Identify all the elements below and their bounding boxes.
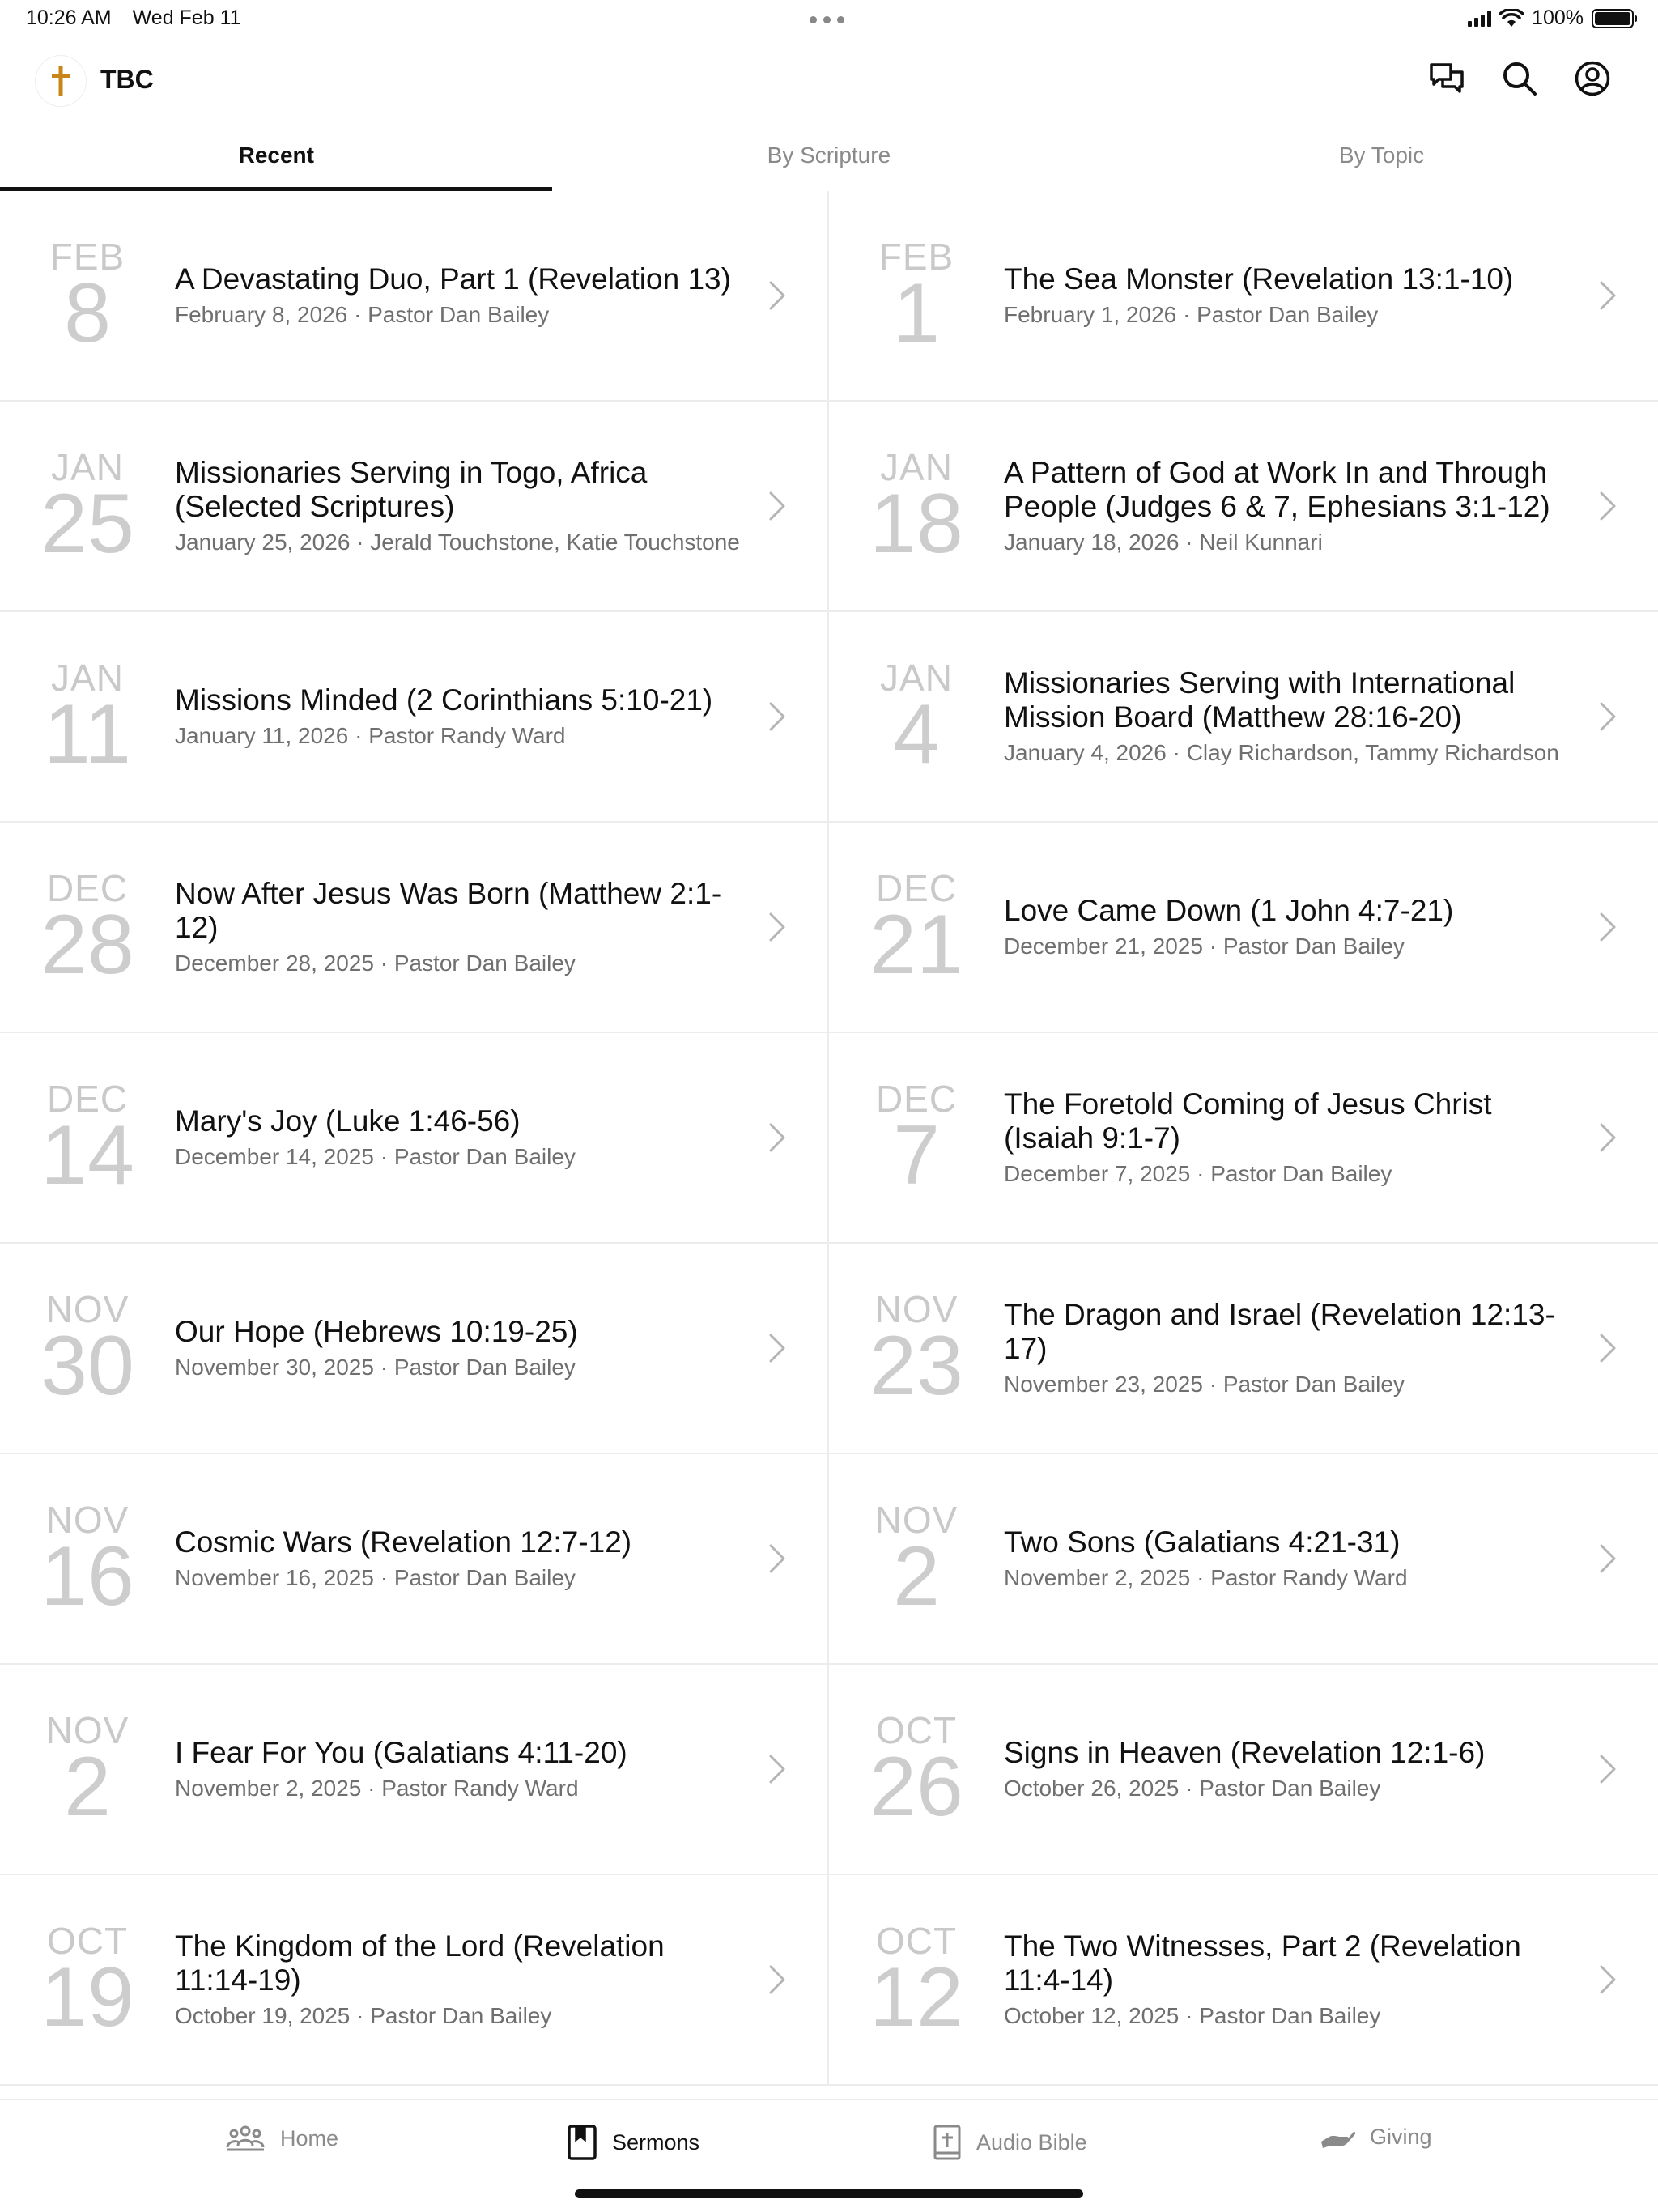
sermon-day: 2 bbox=[64, 1740, 111, 1834]
giving-hand-icon bbox=[1320, 2125, 1355, 2150]
sermon-row[interactable] bbox=[829, 1665, 1658, 1875]
chevron-right-icon bbox=[1598, 1963, 1618, 1996]
sermon-row[interactable] bbox=[829, 1875, 1658, 2086]
sermon-meta: October 12, 2025 · Pastor Dan Bailey bbox=[1004, 2003, 1381, 2028]
sermon-month: DEC bbox=[46, 867, 129, 909]
sermon-title: The Two Witnesses, Part 2 (Revelation 11:4-14) bbox=[1004, 1929, 1521, 1997]
tabbar-sermons[interactable] bbox=[567, 2125, 699, 2160]
bookmark-book-icon bbox=[567, 2125, 597, 2160]
chevron-right-icon bbox=[767, 1121, 787, 1154]
app-header bbox=[0, 49, 1658, 110]
sermon-meta: February 1, 2026 · Pastor Dan Bailey bbox=[1004, 302, 1379, 327]
sermon-meta: January 25, 2026 · Jerald Touchstone, Katie Touchstone bbox=[175, 530, 740, 555]
sermon-month: JAN bbox=[880, 657, 953, 699]
cross-icon[interactable] bbox=[36, 56, 86, 106]
sermon-row[interactable] bbox=[0, 1244, 829, 1454]
chevron-right-icon bbox=[1598, 700, 1618, 733]
sermon-meta: October 26, 2025 · Pastor Dan Bailey bbox=[1004, 1776, 1381, 1801]
tabbar-giving-label: Giving bbox=[1370, 2125, 1432, 2149]
tabbar-giving[interactable] bbox=[1320, 2125, 1432, 2150]
sermon-day: 23 bbox=[869, 1319, 963, 1413]
sermon-date bbox=[0, 1288, 175, 1413]
sermon-day: 28 bbox=[40, 898, 134, 992]
sermon-meta: February 8, 2026 · Pastor Dan Bailey bbox=[175, 302, 550, 327]
chevron-right-icon bbox=[767, 490, 787, 522]
sermon-title: The Dragon and Israel (Revelation 12:13-17) bbox=[1004, 1298, 1555, 1365]
sermon-title: A Devastating Duo, Part 1 (Revelation 13) bbox=[175, 262, 731, 296]
sermon-day: 11 bbox=[44, 687, 131, 781]
battery-percent: 100% bbox=[1532, 6, 1584, 29]
chevron-right-icon bbox=[767, 1332, 787, 1364]
sermon-meta: December 7, 2025 · Pastor Dan Bailey bbox=[1004, 1161, 1392, 1186]
sermon-meta: November 23, 2025 · Pastor Dan Bailey bbox=[1004, 1372, 1405, 1397]
chevron-right-icon bbox=[1598, 1121, 1618, 1154]
sermon-row[interactable] bbox=[0, 1665, 829, 1875]
sermon-month: FEB bbox=[878, 236, 954, 278]
sermon-meta: January 11, 2026 · Pastor Randy Ward bbox=[175, 723, 566, 748]
sermon-meta: November 2, 2025 · Pastor Randy Ward bbox=[1004, 1565, 1408, 1590]
sermon-title: Our Hope (Hebrews 10:19-25) bbox=[175, 1315, 578, 1348]
sermon-date bbox=[829, 1920, 1004, 2044]
sermon-row[interactable] bbox=[829, 1244, 1658, 1454]
sermon-row[interactable] bbox=[0, 1033, 829, 1244]
sermon-row[interactable] bbox=[0, 612, 829, 823]
sermon-day: 7 bbox=[893, 1108, 940, 1202]
sermon-day: 21 bbox=[869, 898, 963, 992]
sermon-meta: December 21, 2025 · Pastor Dan Bailey bbox=[1004, 934, 1405, 959]
sermon-month: NOV bbox=[45, 1709, 130, 1751]
sermon-month: OCT bbox=[875, 1920, 958, 1962]
sermon-title: A Pattern of God at Work In and Through People (Judges 6 & 7, Ephesians 3:1-12) bbox=[1004, 456, 1550, 523]
sermon-date bbox=[0, 446, 175, 571]
sermon-title: Two Sons (Galatians 4:21-31) bbox=[1004, 1525, 1401, 1559]
sermon-title: Missionaries Serving in Togo, Africa (Selected Scriptures) bbox=[175, 456, 648, 523]
chevron-right-icon bbox=[767, 1753, 787, 1785]
status-time: 10:26 AM bbox=[26, 6, 112, 29]
sermon-date bbox=[0, 1709, 175, 1834]
status-date: Wed Feb 11 bbox=[132, 6, 241, 29]
search-icon[interactable] bbox=[1499, 58, 1540, 99]
sermon-title: Signs in Heaven (Revelation 12:1-6) bbox=[1004, 1736, 1486, 1769]
account-icon[interactable] bbox=[1572, 58, 1613, 99]
segment-tabs bbox=[0, 130, 1658, 191]
sermon-date bbox=[829, 1078, 1004, 1202]
sermon-title: The Sea Monster (Revelation 13:1-10) bbox=[1004, 262, 1514, 296]
chevron-right-icon bbox=[1598, 911, 1618, 943]
app-title: TBC bbox=[100, 65, 154, 94]
sermon-month: DEC bbox=[46, 1078, 129, 1120]
sermon-month: NOV bbox=[45, 1288, 130, 1330]
wifi-icon bbox=[1499, 9, 1524, 28]
sermon-day: 16 bbox=[40, 1529, 134, 1623]
sermon-day: 2 bbox=[893, 1529, 940, 1623]
sermon-title: I Fear For You (Galatians 4:11-20) bbox=[175, 1736, 627, 1769]
sermon-row[interactable] bbox=[0, 1875, 829, 2086]
sermon-date bbox=[829, 1709, 1004, 1834]
sermon-row[interactable] bbox=[829, 1033, 1658, 1244]
cellular-signal-icon bbox=[1468, 11, 1491, 27]
sermon-date bbox=[0, 657, 175, 781]
sermon-month: JAN bbox=[51, 446, 124, 488]
sermon-day: 12 bbox=[869, 1950, 963, 2044]
chevron-right-icon bbox=[767, 1963, 787, 1996]
sermon-meta: November 30, 2025 · Pastor Dan Bailey bbox=[175, 1355, 576, 1380]
sermon-date bbox=[829, 446, 1004, 571]
chevron-right-icon bbox=[1598, 1542, 1618, 1575]
sermon-date bbox=[0, 1920, 175, 2044]
sermon-title: Missions Minded (2 Corinthians 5:10-21) bbox=[175, 683, 713, 717]
sermon-row[interactable] bbox=[0, 1454, 829, 1665]
sermon-date bbox=[829, 1288, 1004, 1413]
sermon-date bbox=[0, 236, 175, 360]
sermon-title: The Kingdom of the Lord (Revelation 11:14-19) bbox=[175, 1929, 665, 1997]
sermon-row[interactable] bbox=[829, 402, 1658, 612]
sermon-day: 14 bbox=[40, 1108, 134, 1202]
status-bar bbox=[0, 0, 1658, 39]
chevron-right-icon bbox=[767, 279, 787, 312]
chevron-right-icon bbox=[1598, 1753, 1618, 1785]
sermon-day: 19 bbox=[40, 1950, 134, 2044]
sermon-meta: November 2, 2025 · Pastor Randy Ward bbox=[175, 1776, 579, 1801]
sermon-day: 18 bbox=[869, 477, 963, 571]
sermon-date bbox=[829, 657, 1004, 781]
sermon-meta: November 16, 2025 · Pastor Dan Bailey bbox=[175, 1565, 576, 1590]
sermon-day: 25 bbox=[40, 477, 134, 571]
sermon-row[interactable] bbox=[0, 823, 829, 1033]
sermon-date bbox=[0, 867, 175, 992]
sermon-month: DEC bbox=[875, 1078, 958, 1120]
chevron-right-icon bbox=[767, 1542, 787, 1575]
sermon-day: 1 bbox=[893, 266, 940, 360]
sermon-day: 4 bbox=[893, 687, 940, 781]
sermon-month: NOV bbox=[874, 1288, 959, 1330]
sermon-title: Now After Jesus Was Born (Matthew 2:1-12) bbox=[175, 877, 722, 944]
sermon-list[interactable] bbox=[0, 191, 1658, 2099]
sermon-month: NOV bbox=[45, 1499, 130, 1541]
sermon-month: NOV bbox=[874, 1499, 959, 1541]
tab-recent[interactable]: Recent bbox=[0, 130, 553, 191]
sermon-meta: December 28, 2025 · Pastor Dan Bailey bbox=[175, 951, 576, 976]
sermon-row[interactable] bbox=[829, 823, 1658, 1033]
tabbar-sermons-label: Sermons bbox=[612, 2129, 700, 2155]
sermon-row[interactable] bbox=[0, 191, 829, 402]
battery-icon bbox=[1592, 9, 1634, 28]
sermon-meta: October 19, 2025 · Pastor Dan Bailey bbox=[175, 2003, 552, 2028]
sermon-day: 30 bbox=[40, 1319, 134, 1413]
sermon-month: DEC bbox=[875, 867, 958, 909]
sermon-title: Missionaries Serving with International Mission Board (Matthew 28:16-20) bbox=[1004, 666, 1516, 734]
sermon-row[interactable] bbox=[0, 402, 829, 612]
tabbar-home[interactable] bbox=[225, 2125, 338, 2152]
sermon-date bbox=[829, 867, 1004, 992]
chevron-right-icon bbox=[1598, 490, 1618, 522]
people-icon bbox=[225, 2125, 266, 2152]
sermon-date bbox=[829, 1499, 1004, 1623]
sermon-title: Cosmic Wars (Revelation 12:7-12) bbox=[175, 1525, 632, 1559]
sermon-row[interactable] bbox=[829, 191, 1658, 402]
home-indicator[interactable] bbox=[575, 2189, 1083, 2198]
sermon-month: JAN bbox=[880, 446, 953, 488]
tabbar-audio-bible[interactable] bbox=[933, 2125, 1087, 2160]
sermon-title: Love Came Down (1 John 4:7-21) bbox=[1004, 894, 1454, 927]
sermon-month: JAN bbox=[51, 657, 124, 699]
sermon-day: 8 bbox=[64, 266, 111, 360]
sermon-meta: December 14, 2025 · Pastor Dan Bailey bbox=[175, 1144, 576, 1169]
sermon-month: OCT bbox=[875, 1709, 958, 1751]
sermon-date bbox=[0, 1499, 175, 1623]
chevron-right-icon bbox=[767, 700, 787, 733]
tab-by-scripture[interactable]: By Scripture bbox=[767, 143, 891, 168]
sermon-row[interactable] bbox=[829, 1454, 1658, 1665]
sermon-meta: January 4, 2026 · Clay Richardson, Tammy Richardson bbox=[1004, 740, 1559, 765]
sermon-day: 26 bbox=[869, 1740, 963, 1834]
sermon-title: The Foretold Coming of Jesus Christ (Isaiah 9:1-7) bbox=[1004, 1087, 1492, 1155]
bible-icon bbox=[933, 2125, 962, 2160]
sermon-date bbox=[829, 236, 1004, 360]
chevron-right-icon bbox=[1598, 279, 1618, 312]
tabbar-audio-bible-label: Audio Bible bbox=[976, 2129, 1087, 2155]
sermon-month: FEB bbox=[49, 236, 125, 278]
sermon-meta: January 18, 2026 · Neil Kunnari bbox=[1004, 530, 1323, 555]
multitasking-dots-icon[interactable] bbox=[810, 16, 844, 23]
chevron-right-icon bbox=[767, 911, 787, 943]
sermon-date bbox=[0, 1078, 175, 1202]
chevron-right-icon bbox=[1598, 1332, 1618, 1364]
sermon-title: Mary's Joy (Luke 1:46-56) bbox=[175, 1104, 521, 1138]
sermon-month: OCT bbox=[46, 1920, 129, 1962]
sermon-row[interactable] bbox=[829, 612, 1658, 823]
chat-icon[interactable] bbox=[1426, 58, 1467, 99]
tabbar-home-label: Home bbox=[280, 2125, 339, 2150]
tab-by-topic[interactable]: By Topic bbox=[1338, 143, 1425, 168]
